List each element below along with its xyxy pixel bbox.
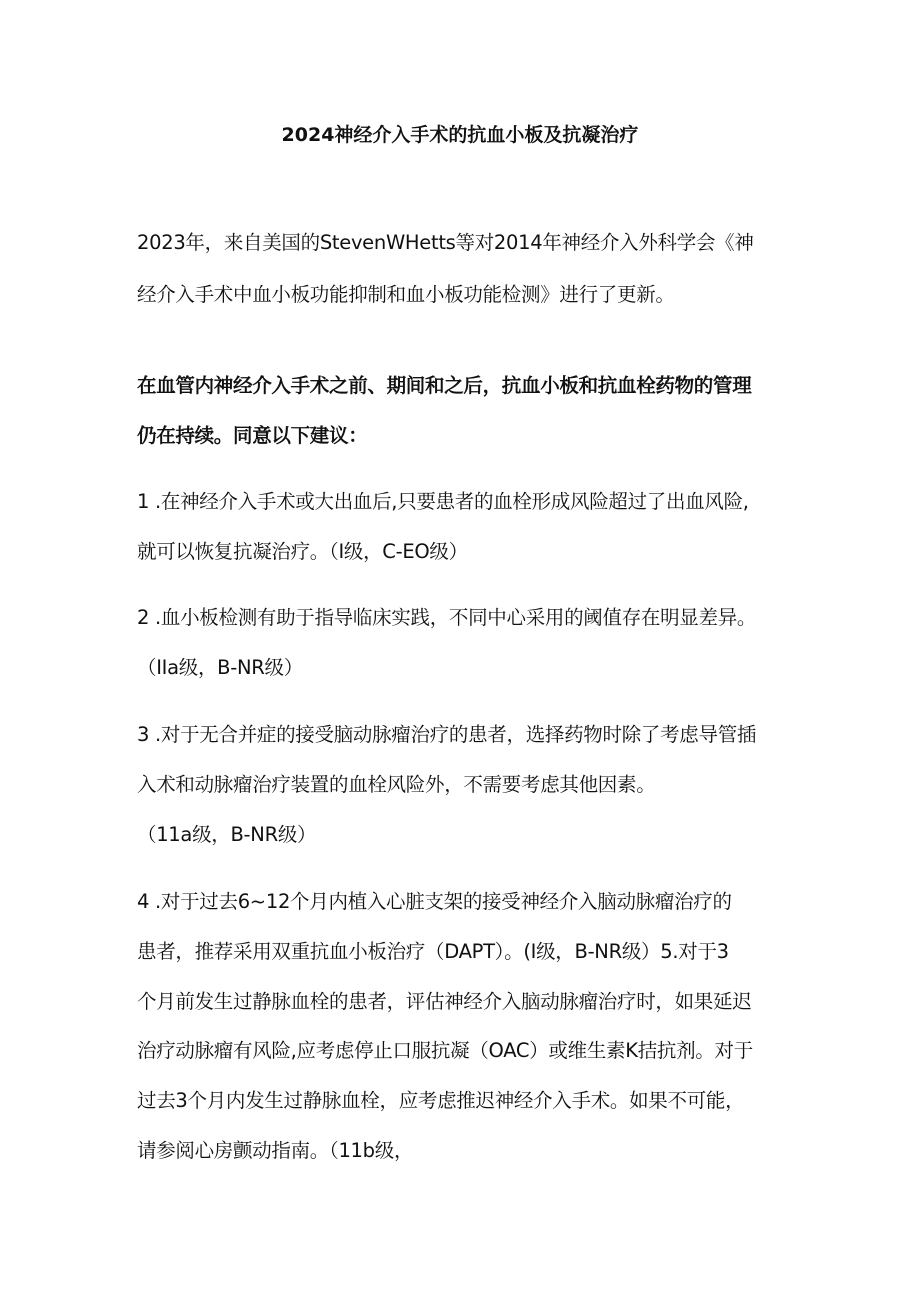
document-title: 2024神经介入手术的抗血小板及抗凝治疗 xyxy=(281,124,639,146)
recommendation-line: （11a级，B-NR级） xyxy=(137,823,317,846)
text-line-bold: 在血管内神经介入手术之前、期间和之后，抗血小板和抗血栓药物的管理 xyxy=(137,374,752,397)
recommendation-line: 治疗动脉瘤有风险,应考虑停止口服抗凝（OAC）或维生素K拮抗剂。对于 xyxy=(137,1039,753,1062)
recommendation-line: 1 .在神经介入手术或大出血后,只要患者的血栓形成风险超过了出血风险, xyxy=(137,490,749,513)
text-line: 经介入手术中血小板功能抑制和血小板功能检测》进行了更新。 xyxy=(137,283,675,306)
text-line-bold: 仍在持续。同意以下建议： xyxy=(137,424,368,447)
recommendation-line: 3 .对于无合并症的接受脑动脉瘤治疗的患者，选择药物时除了考虑导管插 xyxy=(137,723,757,746)
recommendation-line: 个月前发生过静脉血栓的患者，评估神经介入脑动脉瘤治疗时，如果延迟 xyxy=(137,990,752,1013)
recommendation-line: 就可以恢复抗凝治疗。（I级，C-EO级） xyxy=(137,540,468,563)
recommendation-line: 请参阅心房颤动指南。（11b级， xyxy=(137,1139,414,1162)
recommendation-line: 2 .血小板检测有助于指导临床实践，不同中心采用的阈值存在明显差异。 xyxy=(137,606,757,629)
recommendation-line: 过去3个月内发生过静脉血栓，应考虑推迟神经介入手术。如果不可能， xyxy=(137,1089,745,1112)
recommendation-line: 入术和动脉瘤治疗装置的血栓风险外，不需要考虑其他因素。 xyxy=(137,773,656,796)
recommendation-line: 4 .对于过去6~12个月内植入心脏支架的接受神经介入脑动脉瘤治疗的 xyxy=(137,890,732,913)
recommendation-line: （IIa级，B-NR级） xyxy=(137,656,303,679)
recommendation-line: 患者，推荐采用双重抗血小板治疗（DAPT）。(I级，B-NR级）5.对于3 xyxy=(137,940,729,963)
text-line: 2023年，来自美国的StevenWHetts等对2014年神经介入外科学会《神 xyxy=(137,231,754,254)
